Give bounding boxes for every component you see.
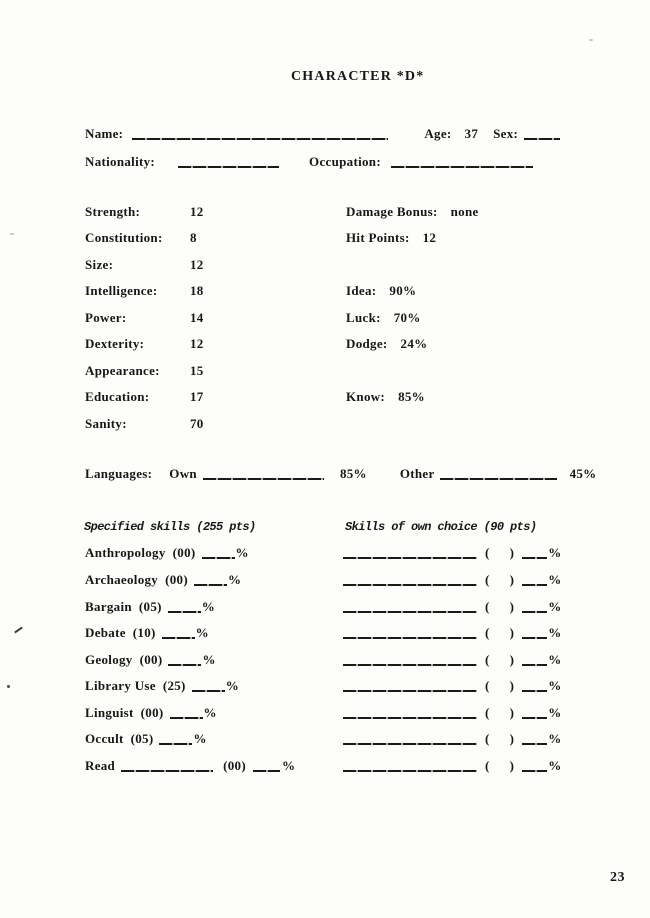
skill-name: Bargain: [85, 599, 132, 614]
skill-name: Occult: [85, 731, 124, 746]
skill-row-bargain: [85, 599, 215, 616]
stat-label: Strength:: [85, 204, 141, 219]
skill-base: (00): [165, 572, 188, 587]
percent-sign: %: [235, 545, 249, 560]
stat-right-label: Dodge:: [346, 336, 388, 351]
own-choice-skill-row: [343, 705, 562, 722]
stat-row-size: [0, 257, 650, 274]
specified-skills-header: Specified skills (255 pts): [84, 520, 256, 534]
skill-blank-line: [168, 602, 201, 613]
stat-right-value: 70%: [393, 310, 421, 325]
paren-open: (: [485, 625, 490, 640]
paren-open: (: [485, 572, 490, 587]
age-value: 37: [464, 126, 479, 141]
nationality-label: Nationality:: [85, 154, 156, 169]
percent-sign: %: [225, 678, 239, 693]
paren-open: (: [485, 758, 490, 773]
percent-sign: %: [548, 625, 562, 640]
skill-name-blank-line: [343, 628, 477, 639]
paren-open: (: [485, 652, 490, 667]
paren-open: (: [485, 705, 490, 720]
skill-blank-line: [253, 761, 280, 772]
paren-close: ): [509, 731, 515, 746]
stat-value: 8: [190, 230, 197, 245]
skill-blank-line: [168, 655, 201, 666]
languages-row: [85, 466, 596, 483]
own-choice-skill-row: [343, 731, 562, 748]
stat-row-sanity: [0, 416, 650, 433]
percent-sign: %: [548, 599, 562, 614]
skill-name: Linguist: [85, 705, 134, 720]
paren-close: ): [509, 599, 515, 614]
stat-right-value: none: [450, 204, 479, 219]
skill-name-blank-line: [343, 734, 477, 745]
skill-row-debate: [85, 625, 209, 642]
skill-blank-line: [522, 734, 547, 745]
skill-base: (05): [130, 731, 154, 746]
stat-right-label: Luck:: [346, 310, 381, 325]
other-language-percent: 45%: [569, 466, 597, 481]
percent-sign: %: [202, 652, 216, 667]
scan-artifact-speck: [10, 233, 14, 235]
percent-sign: %: [548, 705, 562, 720]
stat-label: Intelligence:: [85, 283, 158, 298]
skill-base: (25): [162, 678, 186, 693]
percent-sign: %: [201, 599, 216, 614]
stat-label: Size:: [85, 257, 114, 272]
stat-row-power: [0, 310, 650, 327]
percent-sign: %: [548, 572, 562, 587]
percent-sign: %: [548, 545, 562, 560]
stat-row-education: [0, 389, 650, 406]
sex-blank-line: [524, 129, 560, 140]
paren-open: (: [485, 678, 490, 693]
paren-close: ): [509, 758, 515, 773]
stat-value: 14: [190, 310, 204, 325]
stat-right-value: 85%: [398, 389, 425, 404]
percent-sign: %: [203, 705, 217, 720]
paren-close: ): [509, 545, 515, 560]
own-choice-skill-row: [343, 652, 562, 669]
skill-name: Archaeology: [85, 572, 159, 587]
skill-base: (00): [172, 545, 196, 560]
age-label: Age:: [424, 126, 452, 141]
percent-sign: %: [548, 652, 562, 667]
stat-row-constitution: [0, 230, 650, 247]
scan-artifact-speck: [589, 39, 593, 41]
percent-sign: %: [195, 625, 209, 640]
stat-label: Dexterity:: [85, 336, 145, 351]
other-language-label: Other: [399, 466, 435, 481]
skill-blank-line: [522, 548, 547, 559]
stat-row-dexterity: [0, 336, 650, 353]
own-choice-skill-row: [343, 625, 562, 642]
paren-close: ): [509, 652, 515, 667]
skill-base: (10): [132, 625, 156, 640]
page-number: 23: [610, 870, 625, 885]
skill-name-blank-line: [343, 761, 477, 772]
skill-base: (05): [138, 599, 162, 614]
nationality-occupation-row: [85, 154, 533, 171]
stat-right-value: 24%: [400, 336, 428, 351]
skill-blank-line: [522, 761, 547, 772]
percent-sign: %: [548, 731, 562, 746]
stat-right-value: 12: [422, 230, 437, 245]
stat-value: 18: [190, 283, 204, 298]
own-choice-skill-row: [343, 758, 562, 775]
stat-value: 12: [190, 336, 204, 351]
stat-right-label: Know:: [346, 389, 386, 404]
stat-right-label: Idea:: [346, 283, 377, 298]
paren-close: ): [509, 678, 515, 693]
stat-label: Appearance:: [85, 363, 160, 378]
skill-name-blank-line: [343, 655, 477, 666]
stat-label: Constitution:: [85, 230, 163, 245]
skill-name-blank-line: [343, 548, 477, 559]
scan-artifact-tick: [14, 627, 23, 634]
skill-blank-line: [194, 575, 227, 586]
own-choice-skill-row: [343, 678, 562, 695]
skill-row-anthropology: [85, 545, 249, 562]
skill-row-occult: [85, 731, 207, 748]
languages-label: Languages:: [85, 466, 153, 481]
skill-name-blank-line: [343, 681, 477, 692]
skill-name: Anthropology: [85, 545, 166, 560]
percent-sign: %: [227, 572, 242, 587]
skill-row-geology: [85, 652, 216, 669]
skill-blank-line: [522, 602, 547, 613]
skill-row-linguist: [85, 705, 217, 722]
skill-blank-line: [522, 681, 547, 692]
skill-base: (00): [139, 652, 163, 667]
paren-open: (: [485, 545, 490, 560]
own-language-percent: 85%: [339, 466, 367, 481]
skill-blank-line: [522, 628, 547, 639]
paren-close: ): [509, 705, 515, 720]
stat-label: Sanity:: [85, 416, 127, 431]
skill-name-blank-line: [121, 761, 213, 772]
skill-blank-line: [202, 548, 235, 559]
own-choice-skill-row: [343, 572, 562, 589]
stat-value: 15: [190, 363, 204, 378]
paren-close: ): [509, 625, 515, 640]
percent-sign: %: [193, 731, 207, 746]
occupation-label: Occupation:: [309, 154, 381, 169]
skill-name-blank-line: [343, 575, 477, 586]
paren-open: (: [485, 731, 490, 746]
sex-label: Sex:: [493, 126, 519, 141]
stat-right-label: Hit Points:: [346, 230, 410, 245]
stat-row-intelligence: [0, 283, 650, 300]
name-age-sex-row: [85, 126, 560, 143]
stat-value: 12: [190, 204, 204, 219]
skill-blank-line: [162, 628, 195, 639]
stat-label: Education:: [85, 389, 150, 404]
skill-blank-line: [522, 708, 547, 719]
skill-name: Debate: [85, 625, 126, 640]
skill-blank-line: [159, 734, 192, 745]
skill-blank-line: [192, 681, 225, 692]
other-language-blank-line: [440, 469, 557, 480]
own-language-label: Own: [169, 466, 197, 481]
skill-blank-line: [522, 655, 547, 666]
scan-artifact-dot: [7, 685, 10, 688]
percent-sign: %: [548, 678, 562, 693]
name-label: Name:: [85, 126, 124, 141]
skill-blank-line: [522, 575, 547, 586]
percent-sign: %: [548, 758, 562, 773]
skill-row-archaeology: [85, 572, 241, 589]
own-choice-skill-row: [343, 599, 562, 616]
skill-name-blank-line: [343, 708, 477, 719]
paren-close: ): [509, 572, 515, 587]
name-blank-line: [132, 129, 388, 140]
stat-row-appearance: [0, 363, 650, 380]
own-choice-skill-row: [343, 545, 562, 562]
stat-value: 70: [190, 416, 204, 431]
stat-label: Power:: [85, 310, 127, 325]
skill-base: (00): [223, 758, 246, 773]
skill-row-read: [85, 758, 295, 775]
own-language-blank-line: [203, 469, 324, 480]
stat-right-label: Damage Bonus:: [346, 204, 438, 219]
own-choice-skills-header: Skills of own choice (90 pts): [345, 520, 537, 534]
occupation-blank-line: [391, 157, 533, 168]
skill-name: Geology: [85, 652, 133, 667]
skill-name: Library Use: [85, 678, 156, 693]
percent-sign: %: [281, 758, 296, 773]
skill-name-blank-line: [343, 602, 477, 613]
stat-row-strength: [0, 204, 650, 221]
skill-row-library-use: [85, 678, 239, 695]
stat-value: 17: [190, 389, 204, 404]
page-title: CHARACTER *D*: [291, 69, 425, 84]
skill-name: Read: [85, 758, 116, 773]
stat-value: 12: [190, 257, 204, 272]
nationality-blank-line: [178, 157, 279, 168]
skill-blank-line: [170, 708, 203, 719]
stat-right-value: 90%: [389, 283, 417, 298]
paren-open: (: [485, 599, 490, 614]
skill-base: (00): [140, 705, 164, 720]
